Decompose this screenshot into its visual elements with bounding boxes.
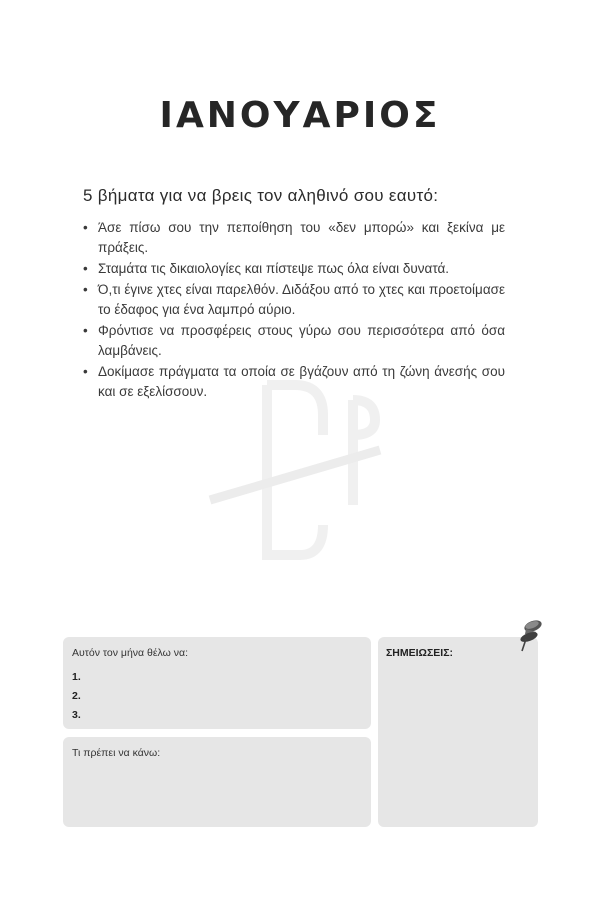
list-item bbox=[83, 259, 505, 279]
list-item bbox=[83, 362, 505, 402]
tip-text: Σταμάτα τις δικαιολογίες και πίστεψε πως όλα είναι δυνατά. bbox=[98, 261, 450, 276]
bullet: • bbox=[83, 220, 88, 235]
goal-number-1: 1. bbox=[72, 671, 81, 683]
bullet: • bbox=[83, 323, 88, 338]
list-item bbox=[83, 321, 505, 361]
tips-list bbox=[83, 218, 505, 403]
notes-label: ΣΗΜΕΙΩΣΕΙΣ: bbox=[386, 647, 453, 659]
bullet: • bbox=[83, 364, 88, 379]
tip-text: Δοκίμασε πράγματα τα οποία σε βγάζουν από τη ζώνη άνεσής σου και σε εξελίσσουν. bbox=[98, 364, 505, 399]
tip-text: Φρόντισε να προσφέρεις στους γύρω σου περισσότερα από όσα λαμβάνεις. bbox=[98, 323, 505, 358]
bullet: • bbox=[83, 261, 88, 276]
tip-text: Ό,τι έγινε χτες είναι παρελθόν. Διδάξου από το χτες και προετοίμασε το έδαφος για ένα λαμπρό αύριο. bbox=[98, 282, 505, 317]
goals-box[interactable] bbox=[63, 637, 371, 729]
list-item bbox=[83, 218, 505, 258]
bullet: • bbox=[83, 282, 88, 297]
push-pin-icon bbox=[512, 618, 546, 654]
logo-watermark-icon bbox=[205, 375, 385, 565]
page-title: ΙΑΝΟΥΑΡΙΟΣ bbox=[159, 95, 441, 136]
tip-text: Άσε πίσω σου την πεποίθηση του «δεν μπορώ» και ξεκίνα με πράξεις. bbox=[98, 220, 505, 255]
goal-number-3: 3. bbox=[72, 709, 81, 721]
notes-box[interactable] bbox=[378, 637, 538, 827]
list-item bbox=[83, 280, 505, 320]
section-subtitle: 5 βήματα για να βρεις τον αληθινό σου εαυτό: bbox=[83, 186, 439, 205]
todo-box[interactable] bbox=[63, 737, 371, 827]
goals-label: Αυτόν τον μήνα θέλω να: bbox=[72, 647, 188, 659]
goal-number-2: 2. bbox=[72, 690, 81, 702]
todo-label: Τι πρέπει να κάνω: bbox=[72, 747, 161, 759]
